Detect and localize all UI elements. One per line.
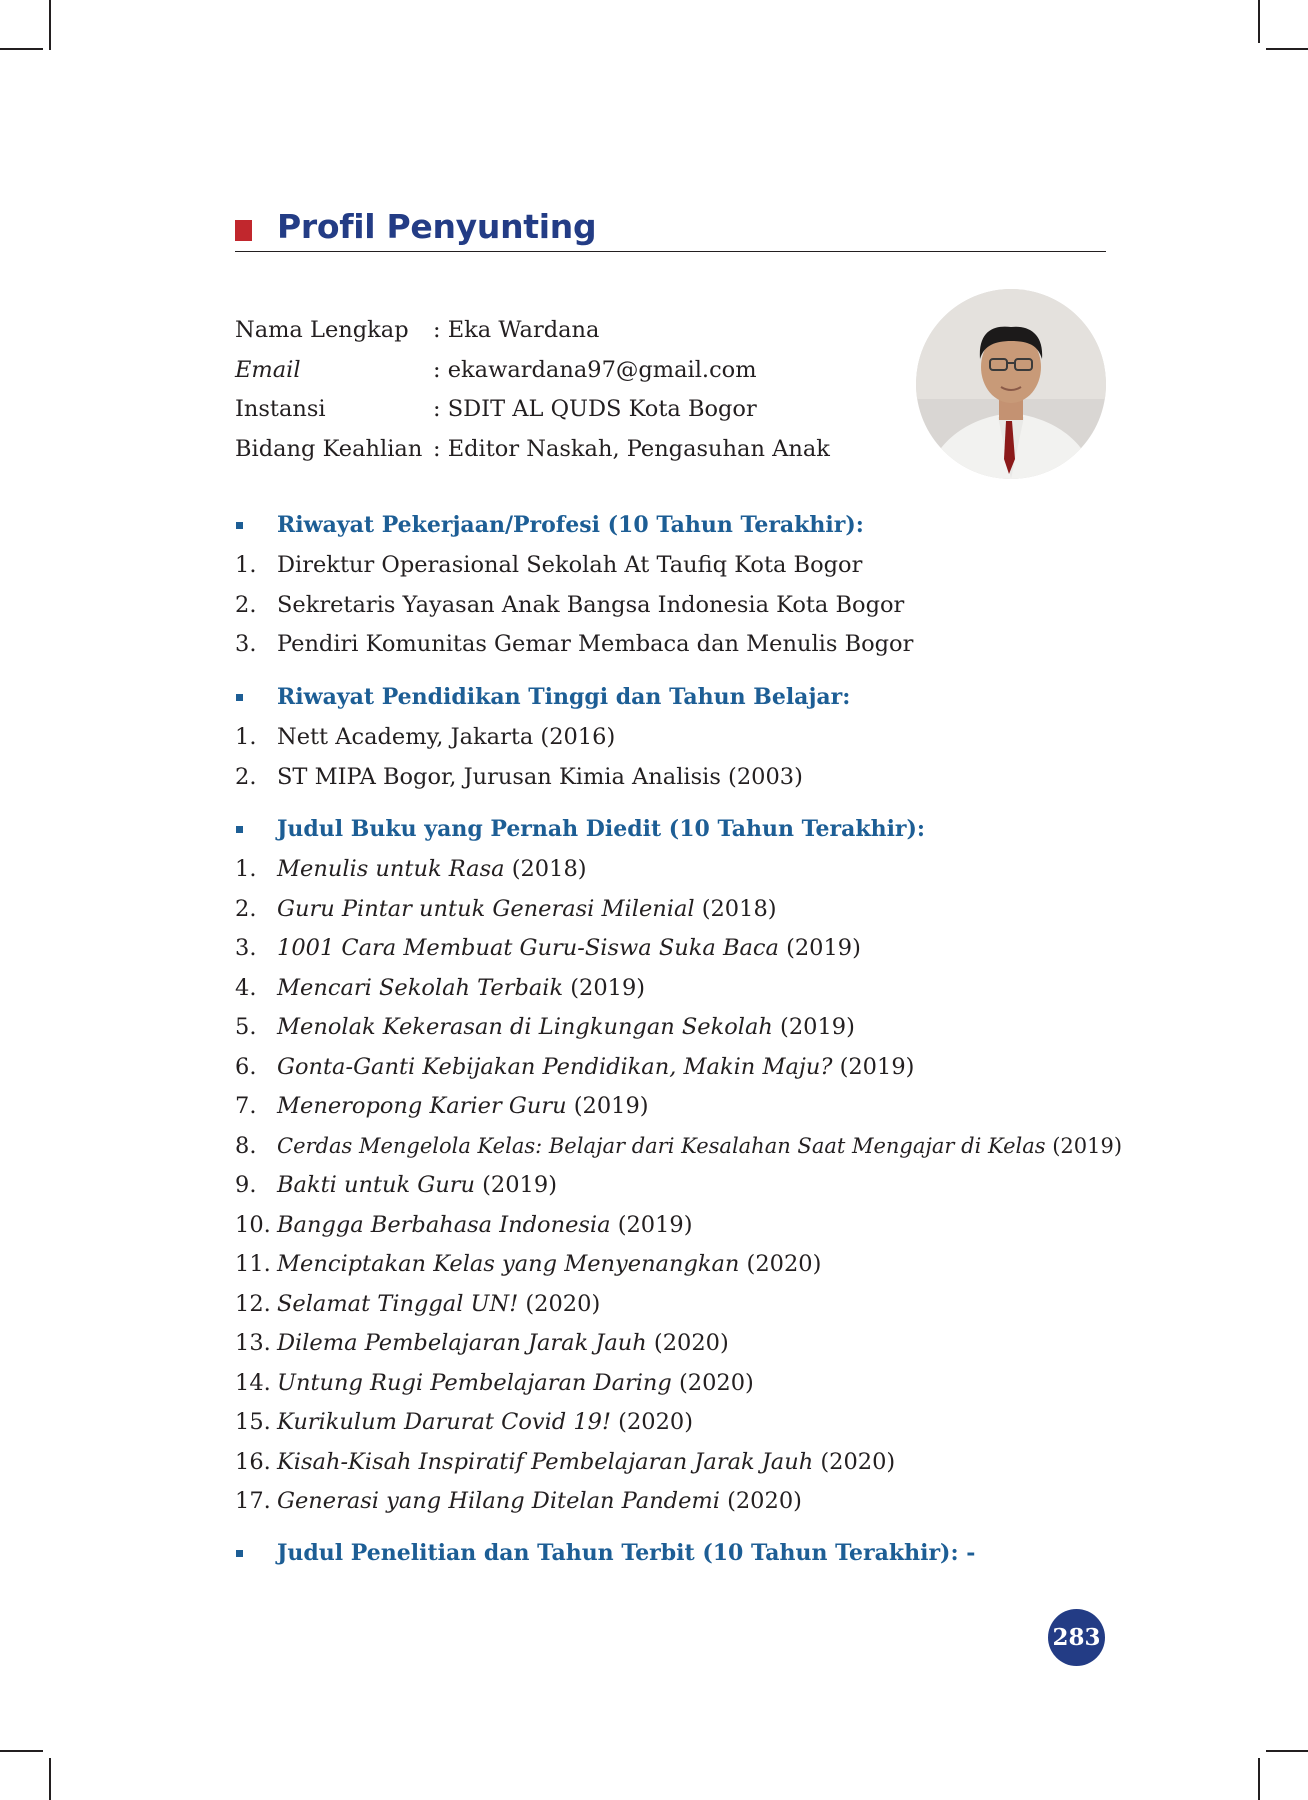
crop-mark-bl-v	[49, 1758, 51, 1800]
profile-row-expertise	[235, 429, 875, 469]
profile-value: : Eka Wardana	[433, 317, 600, 343]
crop-mark-bl-h	[0, 1750, 43, 1752]
profile-row-email	[235, 350, 875, 390]
profile-value: : SDIT AL QUDS Kota Bogor	[433, 396, 757, 422]
profile-photo	[916, 289, 1106, 479]
profile-label: Nama Lengkap	[235, 317, 409, 343]
crop-mark-br-h	[1266, 1750, 1308, 1752]
profile-label: Bidang Keahlian	[235, 435, 423, 462]
page-number-badge: 283	[1048, 1609, 1105, 1666]
profile-info	[235, 310, 875, 468]
crop-mark-tl-h	[0, 48, 43, 50]
profile-label: Instansi	[235, 396, 326, 422]
square-bullet-icon	[236, 522, 243, 529]
square-bullet-icon	[236, 1550, 243, 1557]
profile-label: Email	[235, 356, 301, 383]
title-divider	[235, 251, 1106, 252]
profile-row-institution	[235, 389, 875, 429]
crop-mark-br-v	[1258, 1758, 1260, 1800]
profile-value: : Editor Naskah, Pengasuhan Anak	[433, 435, 830, 462]
profile-row-name	[235, 310, 875, 350]
square-bullet-icon	[236, 826, 243, 833]
square-bullet-icon	[236, 694, 243, 701]
crop-mark-tr-h	[1266, 48, 1308, 50]
crop-mark-tr-v	[1258, 0, 1260, 43]
profile-value: : ekawardana97@gmail.com	[433, 356, 757, 383]
title-marker-icon	[235, 220, 252, 241]
page-title: Profil Penyunting	[277, 207, 597, 246]
crop-mark-tl-v	[49, 0, 51, 50]
